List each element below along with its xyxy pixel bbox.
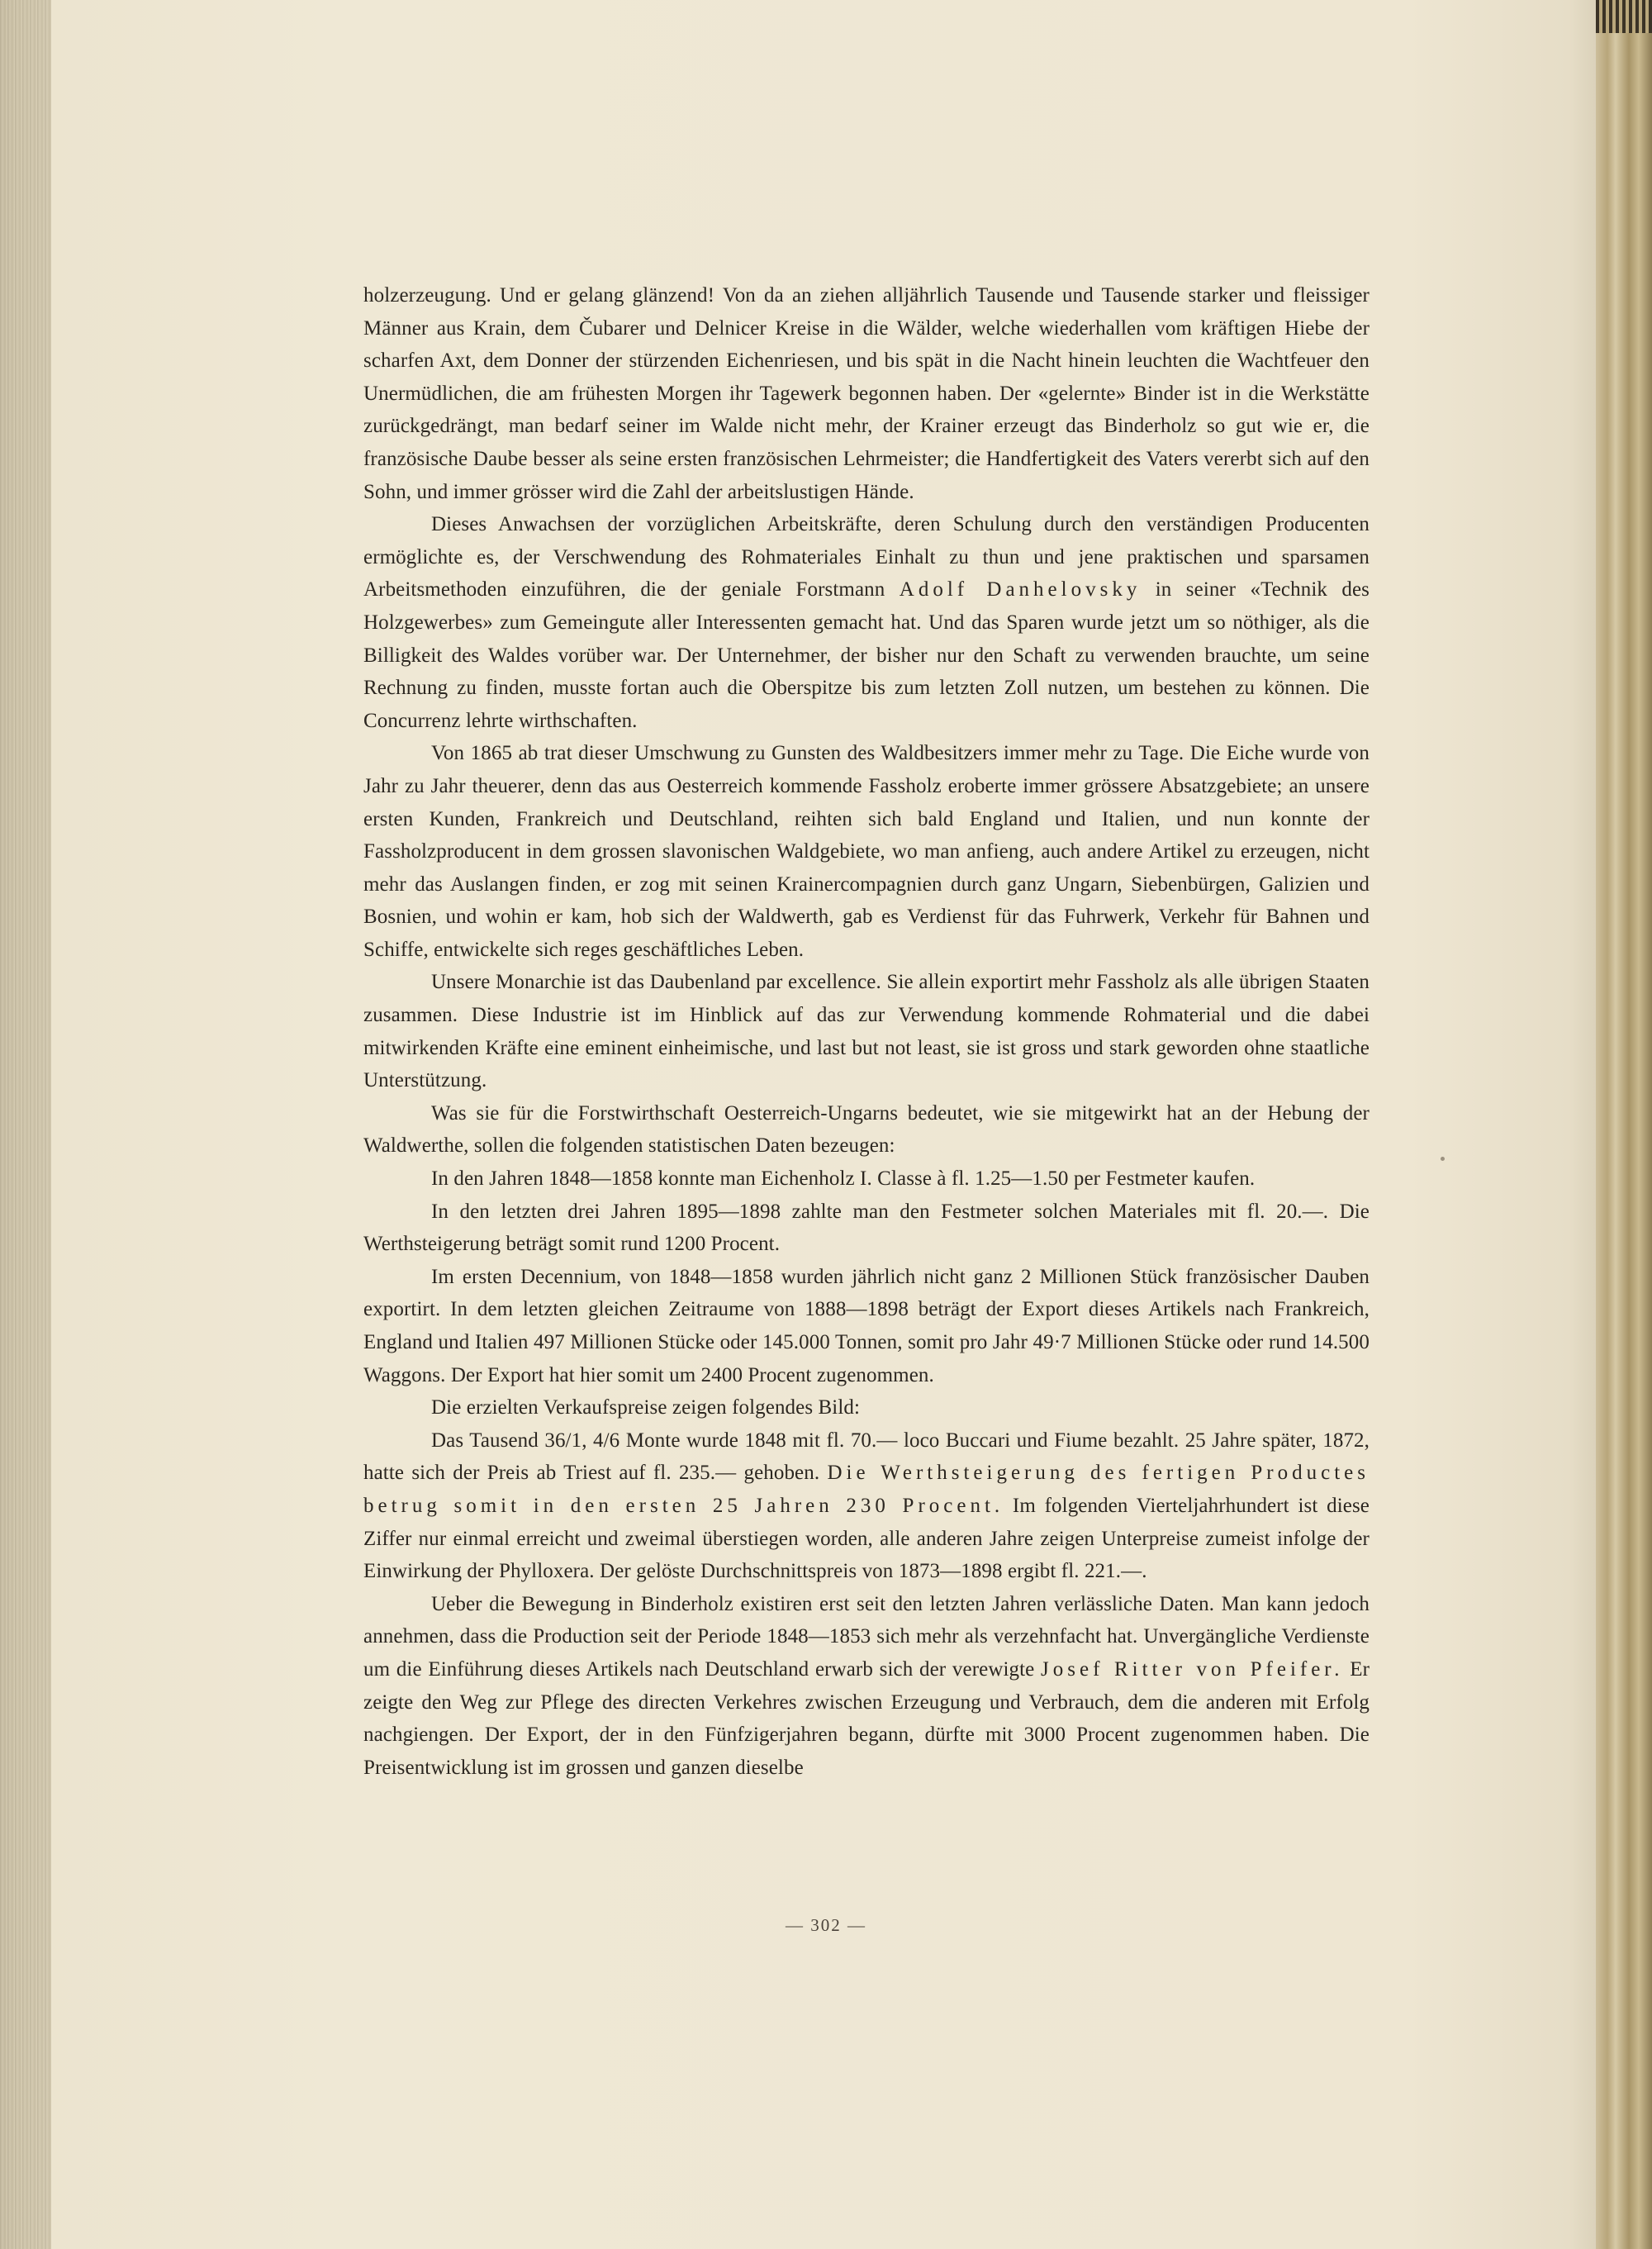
paragraph: holzerzeugung. Und er gelang glänzend! Von da an ziehen alljährlich Tausende und Tausende starker und fleissiger Männer aus Krain, dem Čubarer und Delnicer Kreise in die Wälder, welche wiederhallen vom kräftigen Hiebe der scharfen Axt, dem Donner der stürzenden Eichenriesen, und bis spät in die Nacht hinein leuchten die Wachtfeuer den Unermüdlichen, die am frühesten Morgen ihr Tagewerk begonnen haben. Der «gelernte» Binder ist in die Werkstätte zurückgedrängt, man bedarf seiner im Walde nicht mehr, der Krainer erzeugt das Binderholz so gut wie er, die französische Daube besser als seine ersten französischen Lehrmeister; die Handfertigkeit des Vaters vererbt sich auf den Sohn, und immer grösser wird die Zahl der arbeitslustigen Hände.: [363, 284, 1370, 503]
body-text: [363, 279, 1370, 1784]
page-right-edge-top: [1596, 0, 1652, 33]
paragraph: In den letzten drei Jahren 1895—1898 zahlte man den Festmeter solchen Materiales mit fl. 20.—. Die Werthsteigerung beträgt somit rund 1200 Procent.: [363, 1200, 1370, 1256]
paragraph: In den Jahren 1848—1858 konnte man Eichenholz I. Classe à fl. 1.25—1.50 per Festmeter kaufen.: [431, 1167, 1256, 1191]
page-number: — 302 —: [786, 1915, 866, 1935]
paragraph: Dieses Anwachsen der vorzüglichen Arbeitskräfte, deren Schulung durch den verständigen Producenten ermöglichte es, der Verschwendung des Rohmateriales Einhalt zu thun und jene praktischen und sparsamen Arbeitsmethoden einzuführen, die der geniale Forstmann Adolf Danhelovsky in seiner «Technik des Holzgewerbes» zum Gemeingute aller Interessenten gemacht hat. Und das Sparen wurde jetzt um so nöthiger, als die Billigkeit des Waldes vorüber war. Der Unternehmer, der bisher nur den Schaft zu verwenden brauchte, um seine Rechnung zu finden, musste fortan auch die Oberspitze bis zum letzten Zoll nutzen, um bestehen zu können. Die Concurrenz lehrte wirthschaften.: [363, 513, 1370, 732]
paragraph: Im ersten Decennium, von 1848—1858 wurden jährlich nicht ganz 2 Millionen Stück französischer Dauben exportirt. In dem letzten gleichen Zeitraume von 1888—1898 beträgt der Export dieses Artikels nach Frankreich, England und Italien 497 Millionen Stücke oder 145.000 Tonnen, somit pro Jahr 49·7 Millionen Stücke oder rund 14.500 Waggons. Der Export hat hier somit um 2400 Procent zugenommen.: [363, 1265, 1370, 1386]
paragraph: Das Tausend 36/1, 4/6 Monte wurde 1848 mit fl. 70.— loco Buccari und Fiume bezahlt. 25 Jahre später, 1872, hatte sich der Preis ab Triest auf fl. 235.— gehoben. Die Werthsteigerung des fertigen Productes betrug somit in den ersten 25 Jahren 230 Procent. Im folgenden Vierteljahrhundert ist diese Ziffer nur einmal erreicht und zweimal überstiegen worden, alle anderen Jahre zeigen Unterpreise zumeist infolge der Einwirkung der Phylloxera. Der gelöste Durchschnittspreis von 1873—1898 ergibt fl. 221.—.: [363, 1429, 1370, 1583]
paragraph: Von 1865 ab trat dieser Umschwung zu Gunsten des Waldbesitzers immer mehr zu Tage. Die Eiche wurde von Jahr zu Jahr theuerer, denn das aus Oesterreich kommende Fassholz eroberte immer grössere Absatzgebiete; an unsere ersten Kunden, Frankreich und Deutschland, reihten sich bald England und Italien, und nun konnte der Fassholzproducent in dem grossen slavonischen Waldgebiete, wo man anfieng, auch andere Artikel zu erzeugen, nicht mehr das Auslangen finden, er zog mit seinen Krainercompagnien durch ganz Ungarn, Siebenbürgen, Galizien und Bosnien, und wohin er kam, hob sich der Waldwerth, gab es Verdienst für das Fuhrwerk, Verkehr für Bahnen und Schiffe, entwickelte sich reges geschäftliches Leben.: [363, 742, 1370, 961]
spaced-emphasis: Die Werthsteigerung des fertigen Productes betrug somit in den ersten 25 Jahren 230 Procent.: [363, 1462, 1370, 1517]
page-right-edge: [1596, 0, 1652, 2249]
paragraph: Die erzielten Verkaufspreise zeigen folgendes Bild:: [431, 1396, 861, 1419]
spaced-name: Josef Ritter von Pfeifer.: [1041, 1657, 1344, 1681]
paragraph: Ueber die Bewegung in Binderholz existiren erst seit den letzten Jahren verlässliche Daten. Man kann jedoch annehmen, dass die Production seit der Periode 1848—1853 sich mehr als verzehnfacht hat. Unvergängliche Verdienste um die Einführung dieses Artikels nach Deutschland erwarb sich der verewigte Josef Ritter von Pfeifer. Er zeigte den Weg zur Pflege des directen Verkehres zwischen Erzeugung und Verbrauch, dem die anderen mit Erfolg nachgiengen. Der Export, der in den Fünfzigerjahren begann, dürfte mit 3000 Procent zugenommen haben. Die Preisentwicklung ist im grossen und ganzen dieselbe: [363, 1592, 1370, 1779]
page-binding-edge: [0, 0, 51, 2249]
spaced-name: Adolf Danhelovsky: [899, 578, 1142, 601]
paragraph: Was sie für die Forstwirthschaft Oesterreich-Ungarns bedeutet, wie sie mitgewirkt hat an der Hebung der Waldwerthe, sollen die folgenden statistischen Daten bezeugen:: [363, 1101, 1370, 1158]
paper-speck: [1441, 1157, 1445, 1161]
paragraph: Unsere Monarchie ist das Daubenland par excellence. Sie allein exportirt mehr Fassholz als alle übrigen Staaten zusammen. Diese Industrie ist im Hinblick auf das zur Verwendung kommende Rohmaterial und die dabei mitwirkenden Kräfte eine eminent einheimische, und last but not least, sie ist gross und stark geworden ohne staatliche Unterstützung.: [363, 971, 1370, 1092]
